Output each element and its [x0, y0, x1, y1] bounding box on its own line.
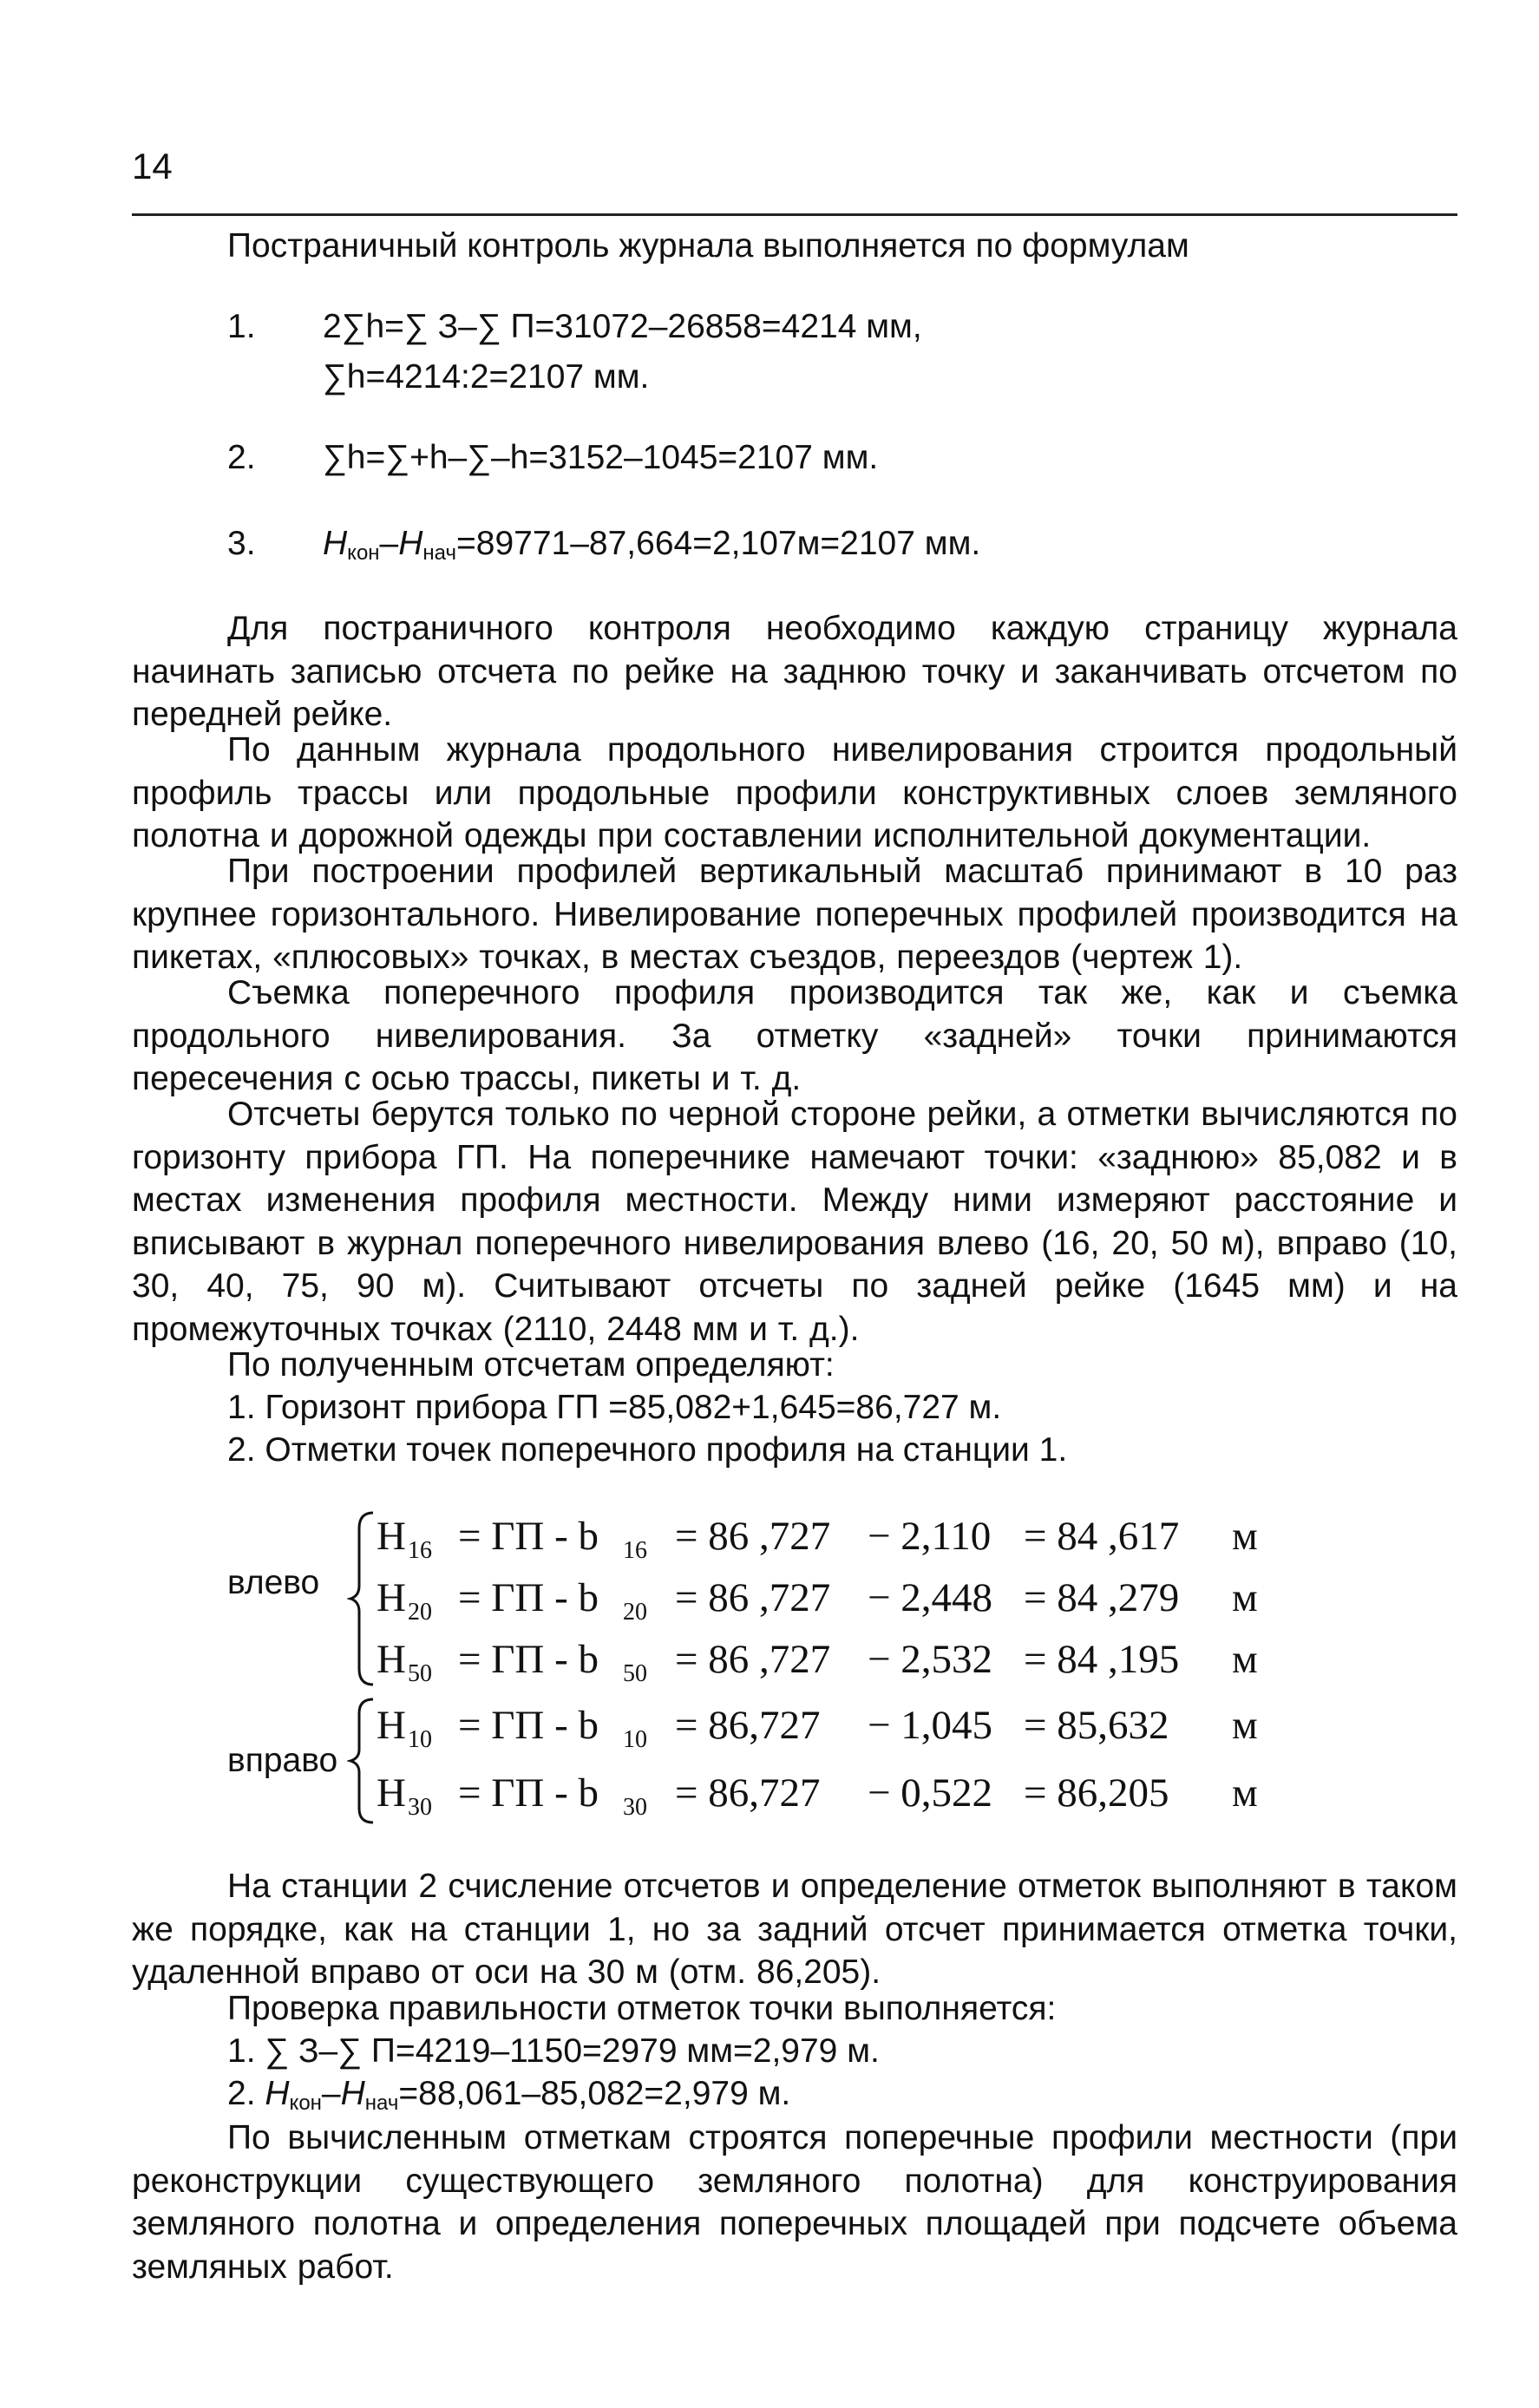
equation-H: H: [377, 1514, 406, 1559]
equation-unit: м: [1232, 1514, 1258, 1559]
equation-gp: = ГП - b: [458, 1575, 599, 1620]
equation-unit: м: [1232, 1703, 1258, 1748]
equation-H: H: [377, 1575, 406, 1620]
formula-number: 1.: [227, 308, 256, 345]
header-rule: [132, 213, 1457, 216]
right-label: вправо: [227, 1742, 338, 1779]
text-line: По полученным отсчетам определяют:: [227, 1346, 835, 1384]
formula-number: 3.: [227, 525, 256, 562]
formula-line: ∑h=∑+h–∑–h=3152–1045=2107 мм.: [323, 439, 879, 476]
equation-bsub: 20: [623, 1599, 647, 1626]
text-line: 2. $H_{кон}-H_{нач}=88,061-85,082=2,979$ м.: [227, 2075, 791, 2115]
text-line: Проверка правильности отметок точки выполняется:: [227, 1990, 1057, 2027]
equation-sub: 30: [408, 1794, 432, 1821]
equation-bsub: 16: [623, 1537, 647, 1564]
equation-unit: м: [1232, 1575, 1258, 1620]
paragraph: По данным журнала продольного нивелирования строится продольный профиль трассы или продольные профили конструктивных слоев земляного полотна и дорожной одежды при составлении исполнительной документации.: [132, 731, 1457, 854]
equation-res: = 84 ,195: [1024, 1637, 1180, 1682]
equation-minus: − 0,522: [868, 1770, 993, 1816]
page-number: 14: [132, 146, 173, 186]
equation-gp: = ГП - b: [458, 1637, 599, 1682]
equation-res: = 84 ,279: [1024, 1575, 1180, 1620]
intro-line: Постраничный контроль журнала выполняется по формулам: [227, 227, 1189, 265]
paragraph: На станции 2 счисление отсчетов и определение отметок выполняют в таком же порядке, как на станции 1, но за задний отсчет принимается отметка точки, удаленной вправо от оси на 30 м (отм. 86,205).: [132, 1868, 1457, 1991]
equation-bsub: 10: [623, 1726, 647, 1753]
equation-H: H: [377, 1637, 406, 1682]
equation-minus: − 2,110: [868, 1514, 992, 1559]
left-brace: [347, 1509, 377, 1688]
equation-val: = 86 ,727: [675, 1637, 831, 1682]
paragraph: Отсчеты берутся только по черной стороне рейки, а отметки вычисляются по горизонту прибора ГП. На поперечнике намечают точки: «заднюю» 85,082 и в местах изменения профиля местности. Между ними измеряют расстояние и вписывают в журнал поперечного нивелирования влево (16, 20, 50 м), вправо (10, 30, 40, 75, 90 м). Считывают отсчеты по задней рейке (1645 мм) и на промежуточных точках (2110, 2448 мм и т. д.).: [132, 1096, 1457, 1348]
equation-res: = 85,632: [1024, 1703, 1169, 1748]
equation-bsub: 50: [623, 1660, 647, 1687]
paragraph: По вычисленным отметкам строятся поперечные профили местности (при реконструкции существующего земляного полотна) для конструирования земляного полотна и определения поперечных площадей при подсчете объема земляных работ.: [132, 2119, 1457, 2286]
equation-H: H: [377, 1703, 406, 1748]
formula-line: ∑h=4214:2=2107 мм.: [323, 358, 650, 396]
equation-unit: м: [1232, 1770, 1258, 1816]
equation-val: = 86 ,727: [675, 1514, 831, 1559]
equation-unit: м: [1232, 1637, 1258, 1682]
paragraph: При построении профилей вертикальный масштаб принимают в 10 раз крупнее горизонтального. Нивелирование поперечных профилей производится на пикетах, «плюсовых» точках, в местах съездов, переездов (чертеж 1).: [132, 853, 1457, 976]
equation-sub: 10: [408, 1726, 432, 1753]
formula-line: 2∑h=∑ З–∑ П=31072–26858=4214 мм,: [323, 308, 922, 345]
equation-sub: 50: [408, 1660, 432, 1687]
equation-gp: = ГП - b: [458, 1514, 599, 1559]
equation-bsub: 30: [623, 1794, 647, 1821]
equation-sub: 16: [408, 1537, 432, 1564]
right-brace: [347, 1696, 377, 1826]
left-label: влево: [227, 1564, 320, 1601]
equation-H: H: [377, 1770, 406, 1816]
equation-res: = 86,205: [1024, 1770, 1169, 1816]
equation-res: = 84 ,617: [1024, 1514, 1180, 1559]
text-line: 2. Отметки точек поперечного профиля на станции 1.: [227, 1431, 1068, 1469]
paragraph: Для постраничного контроля необходимо каждую страницу журнала начинать записью отсчета по рейке на заднюю точку и заканчивать отсчетом по передней рейке.: [132, 610, 1457, 733]
text-line: 1. Горизонт прибора ГП =85,082+1,645=86,727 м.: [227, 1389, 1002, 1426]
equation-minus: − 2,532: [868, 1637, 993, 1682]
equation-val: = 86,727: [675, 1770, 821, 1816]
text-line: 1. ∑ З–∑ П=4219–1150=2979 мм=2,979 м.: [227, 2032, 880, 2070]
formula-line: $H_{кон}-H_{нач}=89771-87,664=2,107м=2107$ мм.: [323, 525, 981, 565]
equation-minus: − 1,045: [868, 1703, 993, 1748]
formula-number: 2.: [227, 439, 256, 476]
equation-val: = 86,727: [675, 1703, 821, 1748]
equation-gp: = ГП - b: [458, 1703, 599, 1748]
equation-sub: 20: [408, 1599, 432, 1626]
equation-minus: − 2,448: [868, 1575, 993, 1620]
paragraph: Съемка поперечного профиля производится так же, как и съемка продольного нивелирования. За отметку «задней» точки принимаются пересечения с осью трассы, пикеты и т. д.: [132, 974, 1457, 1097]
equation-gp: = ГП - b: [458, 1770, 599, 1816]
equation-val: = 86 ,727: [675, 1575, 831, 1620]
